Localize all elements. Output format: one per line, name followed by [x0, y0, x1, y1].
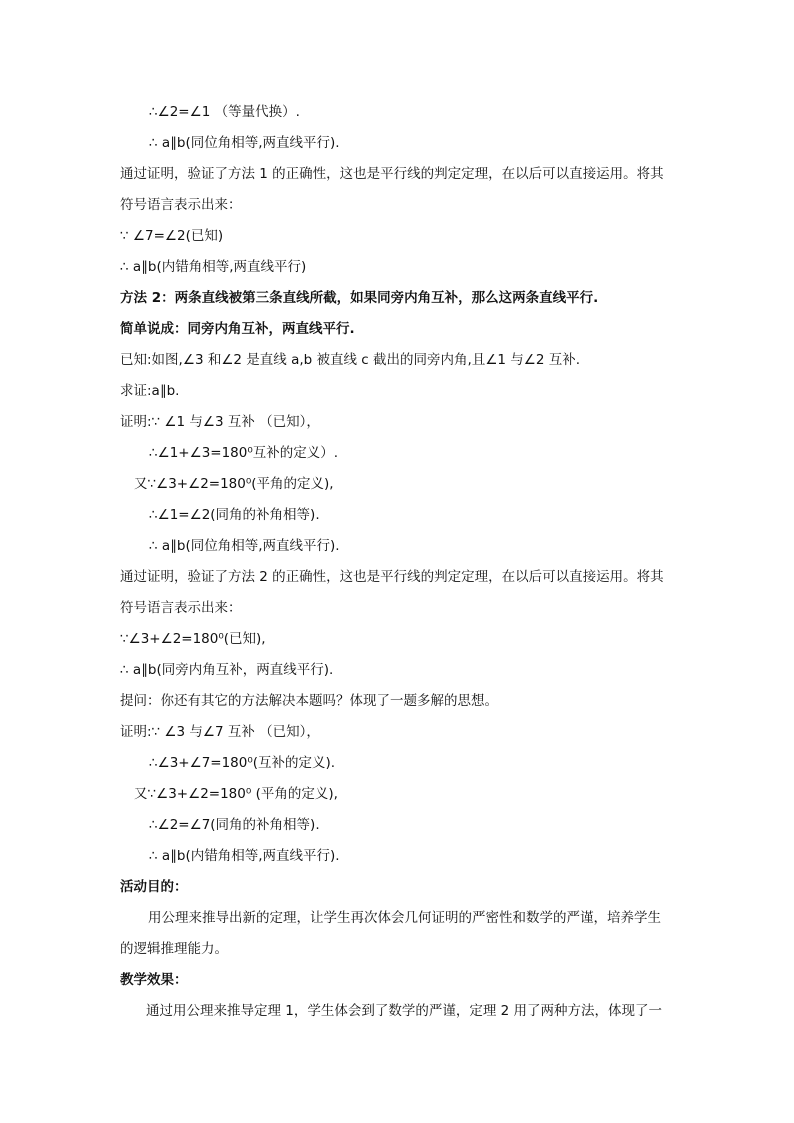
text-line: 提问：你还有其它的方法解决本题吗？体现了一题多解的思想。 — [120, 693, 498, 709]
text-line: 通过证明，验证了方法 1 的正确性，这也是平行线的判定定理，在以后可以直接运用。将其 — [120, 166, 664, 182]
text-line: 通过用公理来推导定理 1，学生体会到了数学的严谨，定理 2 用了两种方法，体现了一 — [146, 1003, 663, 1019]
text-line: 的逻辑推理能力。 — [120, 941, 228, 957]
text-line: 用公理来推导出新的定理，让学生再次体会几何证明的严密性和数学的严谨，培养学生 — [148, 910, 661, 926]
text-line: ∴∠2=∠1 （等量代换）. — [149, 104, 300, 120]
text-line: 证明:∵ ∠3 与∠7 互补 （已知）， — [120, 724, 320, 740]
text-line: ∴∠2=∠7(同角的补角相等). — [149, 817, 320, 833]
text-line: ∴∠3+∠7=180⁰(互补的定义). — [149, 755, 336, 771]
method-heading: 方法 2：两条直线被第三条直线所截，如果同旁内角互补，那么这两条直线平行. — [120, 290, 599, 306]
summary-heading: 简单说成：同旁内角互补，两直线平行. — [120, 321, 355, 337]
text-line: ∴ a∥b(同位角相等,两直线平行). — [149, 135, 340, 151]
activity-purpose-heading: 活动目的： — [120, 879, 188, 895]
text-line: ∴∠1+∠3=180⁰互补的定义）. — [149, 445, 339, 461]
text-line: ∴ a∥b(内错角相等,两直线平行) — [120, 259, 307, 275]
text-line: ∴ a∥b(同位角相等,两直线平行). — [149, 538, 340, 554]
text-line: ∵∠3+∠2=180⁰(已知), — [120, 631, 266, 647]
text-line: 又∵∠3+∠2=180⁰(平角的定义), — [134, 476, 334, 492]
text-line: 求证:a∥b. — [120, 383, 180, 399]
text-line: ∵ ∠7=∠2(已知) — [120, 228, 224, 244]
text-line: 证明:∵ ∠1 与∠3 互补 （已知）， — [120, 414, 320, 430]
text-line: 符号语言表示出来： — [120, 197, 242, 213]
text-line: ∴ a∥b(同旁内角互补，两直线平行). — [120, 662, 334, 678]
text-line: 符号语言表示出来： — [120, 600, 242, 616]
teaching-effect-heading: 教学效果： — [120, 972, 188, 988]
text-line: 通过证明，验证了方法 2 的正确性，这也是平行线的判定定理，在以后可以直接运用。将其 — [120, 569, 664, 585]
text-line: 已知:如图,∠3 和∠2 是直线 a,b 被直线 c 截出的同旁内角,且∠1 与∠2 互补. — [120, 352, 581, 368]
text-line: 又∵∠3+∠2=180⁰ (平角的定义), — [134, 786, 338, 802]
text-line: ∴∠1=∠2(同角的补角相等). — [149, 507, 320, 523]
text-line: ∴ a∥b(内错角相等,两直线平行). — [149, 848, 340, 864]
